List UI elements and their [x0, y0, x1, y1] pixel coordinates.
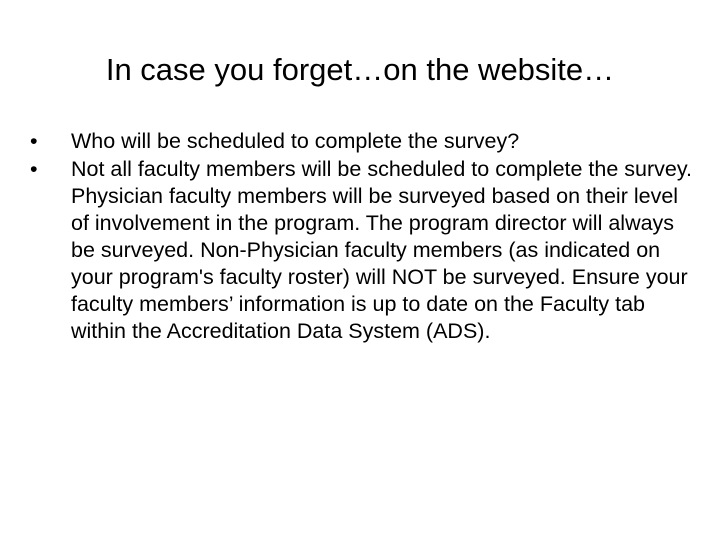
- bullet-list: [30, 128, 700, 346]
- bullet-item: [30, 156, 700, 345]
- bullet-text: Who will be scheduled to complete the survey?: [71, 129, 520, 153]
- bullet-icon: •: [30, 157, 38, 181]
- bullet-item: [30, 128, 700, 155]
- bullet-icon: •: [30, 129, 38, 153]
- bullet-text: Not all faculty members will be scheduled to complete the survey. Physician faculty members will be surveyed based on their level of involvement in the program. The program director will always be surveyed. Non-Physician faculty members (as indicated on your program's faculty roster) will NOT be surveyed. Ensure your faculty members’ information is up to date on the Faculty tab within the Accreditation Data System (ADS).: [71, 157, 692, 343]
- slide-title: In case you forget…on the website…: [105, 52, 615, 87]
